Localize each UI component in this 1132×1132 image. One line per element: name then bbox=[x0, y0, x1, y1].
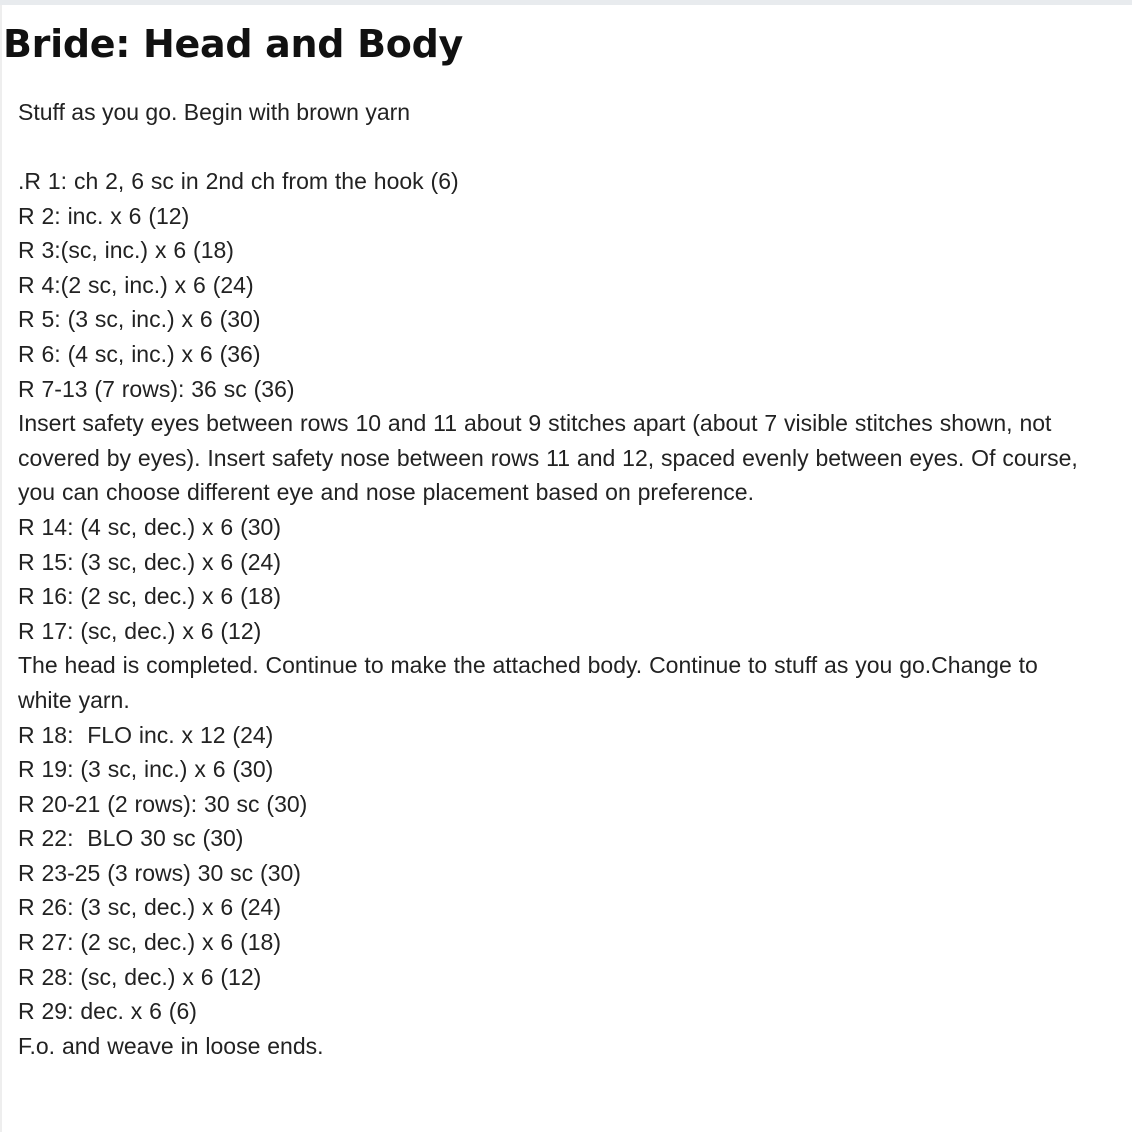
intro-text: Stuff as you go. Begin with brown yarn bbox=[18, 99, 411, 125]
left-rule bbox=[0, 5, 2, 1132]
instruction-row: R 28: (sc, dec.) x 6 (12) bbox=[18, 963, 262, 990]
page-title: Bride: Head and Body bbox=[3, 22, 463, 66]
top-strip bbox=[0, 0, 1132, 5]
instruction-row: R 19: (3 sc, inc.) x 6 (30) bbox=[18, 756, 274, 783]
instruction-row: R 16: (2 sc, dec.) x 6 (18) bbox=[18, 583, 281, 610]
instruction-row: R 4:(2 sc, inc.) x 6 (24) bbox=[18, 271, 254, 298]
instruction-row: R 26: (3 sc, dec.) x 6 (24) bbox=[18, 894, 281, 921]
instruction-row: R 22: BLO 30 sc (30) bbox=[18, 825, 244, 852]
instruction-note-eyes: Insert safety eyes between rows 10 and 11 about 9 stitches apart (about 7 visible stitches shown, not covered by eyes). Insert safety nose between rows 11 and 12, spaced evenly between eyes. Of course, you can choose different eye and nose placement based on preference. bbox=[18, 410, 1078, 506]
instruction-list bbox=[18, 164, 1108, 1063]
instruction-row: R 5: (3 sc, inc.) x 6 (30) bbox=[18, 306, 261, 333]
instruction-note-body: The head is completed. Continue to make the attached body. Continue to stuff as you go.Change to white yarn. bbox=[18, 652, 1038, 713]
instruction-row: F.o. and weave in loose ends. bbox=[18, 1032, 324, 1059]
instruction-row: R 20-21 (2 rows): 30 sc (30) bbox=[18, 790, 308, 817]
instruction-row: R 15: (3 sc, dec.) x 6 (24) bbox=[18, 548, 281, 575]
instruction-row: R 3:(sc, inc.) x 6 (18) bbox=[18, 237, 234, 264]
instruction-row: R 17: (sc, dec.) x 6 (12) bbox=[18, 617, 262, 644]
instruction-row: R 18: FLO inc. x 12 (24) bbox=[18, 721, 274, 748]
instruction-row: R 6: (4 sc, inc.) x 6 (36) bbox=[18, 340, 261, 367]
instruction-row: R 14: (4 sc, dec.) x 6 (30) bbox=[18, 513, 281, 540]
instruction-row: R 23-25 (3 rows) 30 sc (30) bbox=[18, 859, 301, 886]
instruction-row: R 29: dec. x 6 (6) bbox=[18, 998, 197, 1025]
instruction-row: R 7-13 (7 rows): 36 sc (36) bbox=[18, 375, 295, 402]
instruction-row: R 2: inc. x 6 (12) bbox=[18, 202, 190, 229]
instruction-row: R 27: (2 sc, dec.) x 6 (18) bbox=[18, 929, 281, 956]
instruction-row: .R 1: ch 2, 6 sc in 2nd ch from the hook (6) bbox=[18, 168, 459, 194]
